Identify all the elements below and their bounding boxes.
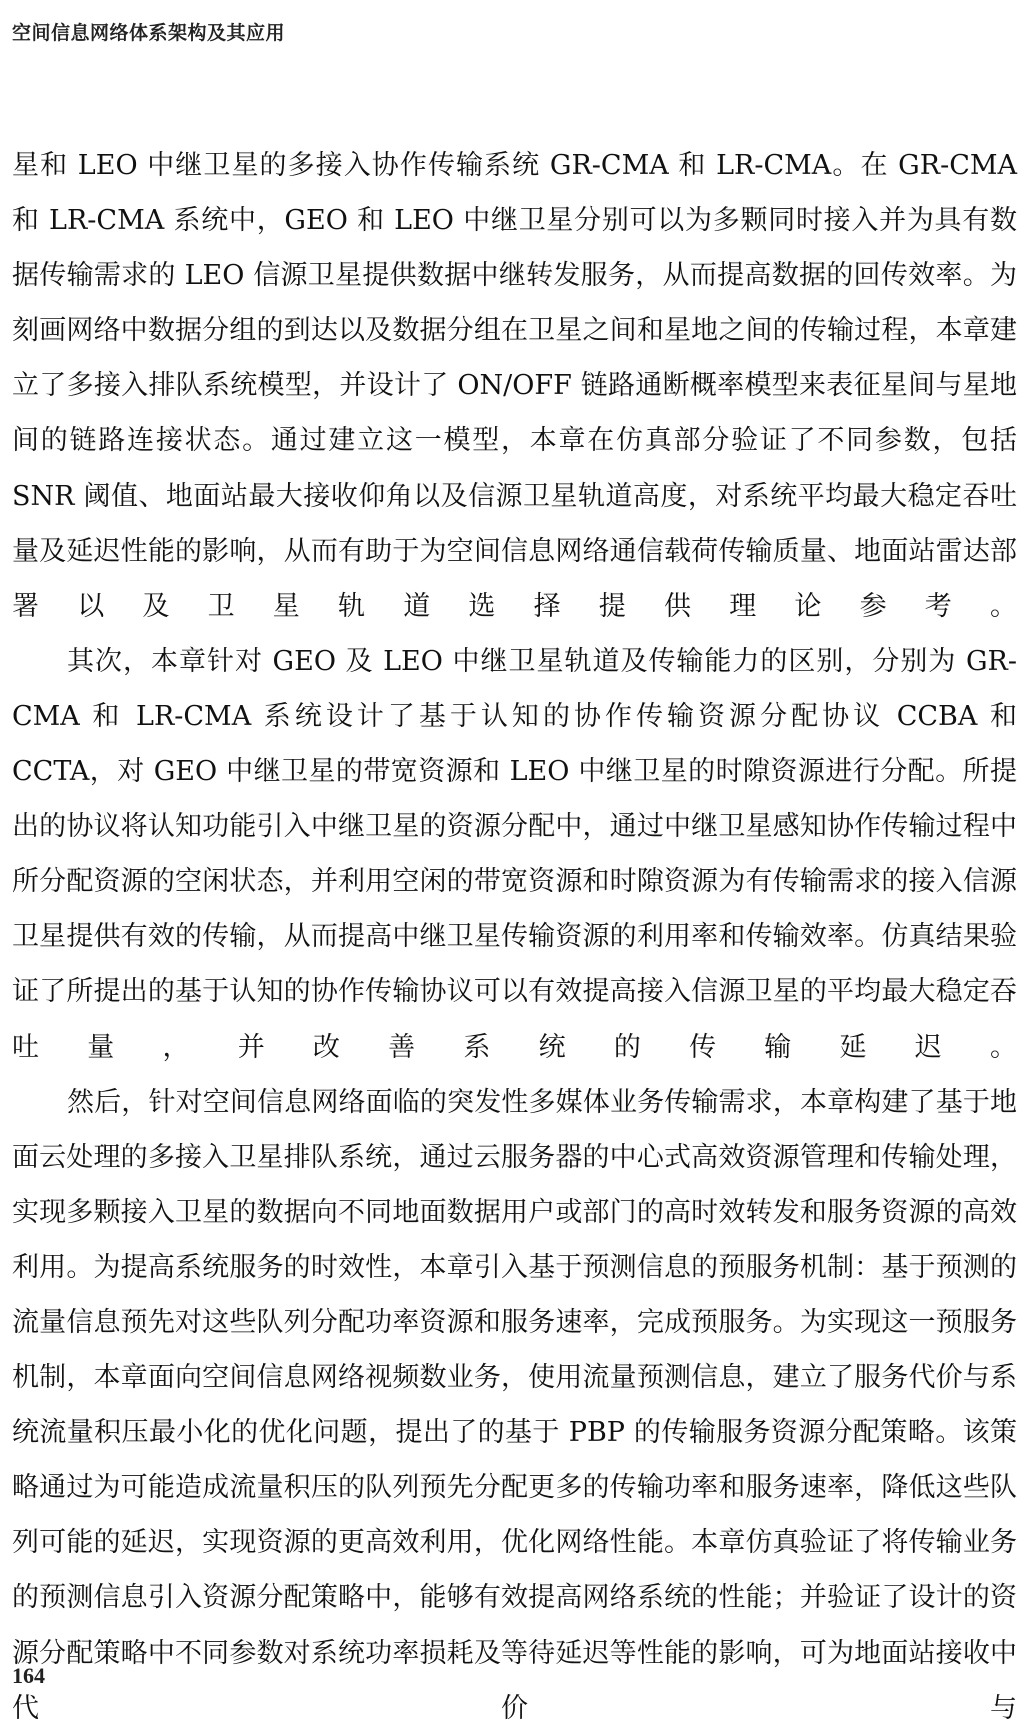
- page-number: 164: [12, 1663, 45, 1688]
- paragraph-continued: 星和 LEO 中继卫星的多接入协作传输系统 GR-CMA 和 LR-CMA。在 GR-CMA 和 LR-CMA 系统中，GEO 和 LEO 中继卫星分别可以为多颗同时接入并为具有数据传输需求的 LEO 信源卫星提供数据中继转发服务，从而提高数据的回传效率。为刻画网络中数据分组的到达以及数据分组在卫星之间和星地之间的传输过程，本章建立了多接入排队系统模型，并设计了 ON/OFF 链路通断概率模型来表征星间与星地间的链路连接状态。通过建立这一模型，本章在仿真部分验证了不同参数，包括 SNR 阈值、地面站最大接收仰角以及信源卫星轨道高度，对系统平均最大稳定吞吐量及延迟性能的影响，从而有助于为空间信息网络通信载荷传输质量、地面站雷达部署以及卫星轨道选择提供理论参考。: [12, 150, 1017, 622]
- paragraph-second: 其次，本章针对 GEO 及 LEO 中继卫星轨道及传输能力的区别，分别为 GR-CMA 和 LR-CMA 系统设计了基于认知的协作传输资源分配协议 CCBA 和 CCTA，对 GEO 中继卫星的带宽资源和 LEO 中继卫星的时隙资源进行分配。所提出的协议将认知功能引入中继卫星的资源分配中，通过中继卫星感知协作传输过程中所分配资源的空闲状态，并利用空闲的带宽资源和时隙资源为有传输需求的接入信源卫星提供有效的传输，从而提高中继卫星传输资源的利用率和传输效率。仿真结果验证了所提出的基于认知的协作传输协议可以有效提高接入信源卫星的平均最大稳定吞吐量，并改善系统的传输延迟。: [12, 645, 1017, 1063]
- body-text: [12, 138, 1017, 1736]
- paragraph-third: 然后，针对空间信息网络面临的突发性多媒体业务传输需求，本章构建了基于地面云处理的多接入卫星排队系统，通过云服务器的中心式高效资源管理和传输处理，实现多颗接入卫星的数据向不同地面数据用户或部门的高时效转发和服务资源的高效利用。为提高系统服务的时效性，本章引入基于预测信息的预服务机制：基于预测的流量信息预先对这些队列分配功率资源和服务速率，完成预服务。为实现这一预服务机制，本章面向空间信息网络视频数业务，使用流量预测信息，建立了服务代价与系统流量积压最小化的优化问题，提出了的基于 PBP 的传输服务资源分配策略。该策略通过为可能造成流量积压的队列预先分配更多的传输功率和服务速率，降低这些队列可能的延迟，实现资源的更高效利用，优化网络性能。本章仿真验证了将传输业务的预测信息引入资源分配策略中，能够有效提高网络系统的性能；并验证了设计的资源分配策略中不同参数对系统功率损耗及等待延迟等性能的影响，可为地面站接收中代价与: [12, 1086, 1017, 1724]
- running-header: 空间信息网络体系架构及其应用: [12, 22, 286, 44]
